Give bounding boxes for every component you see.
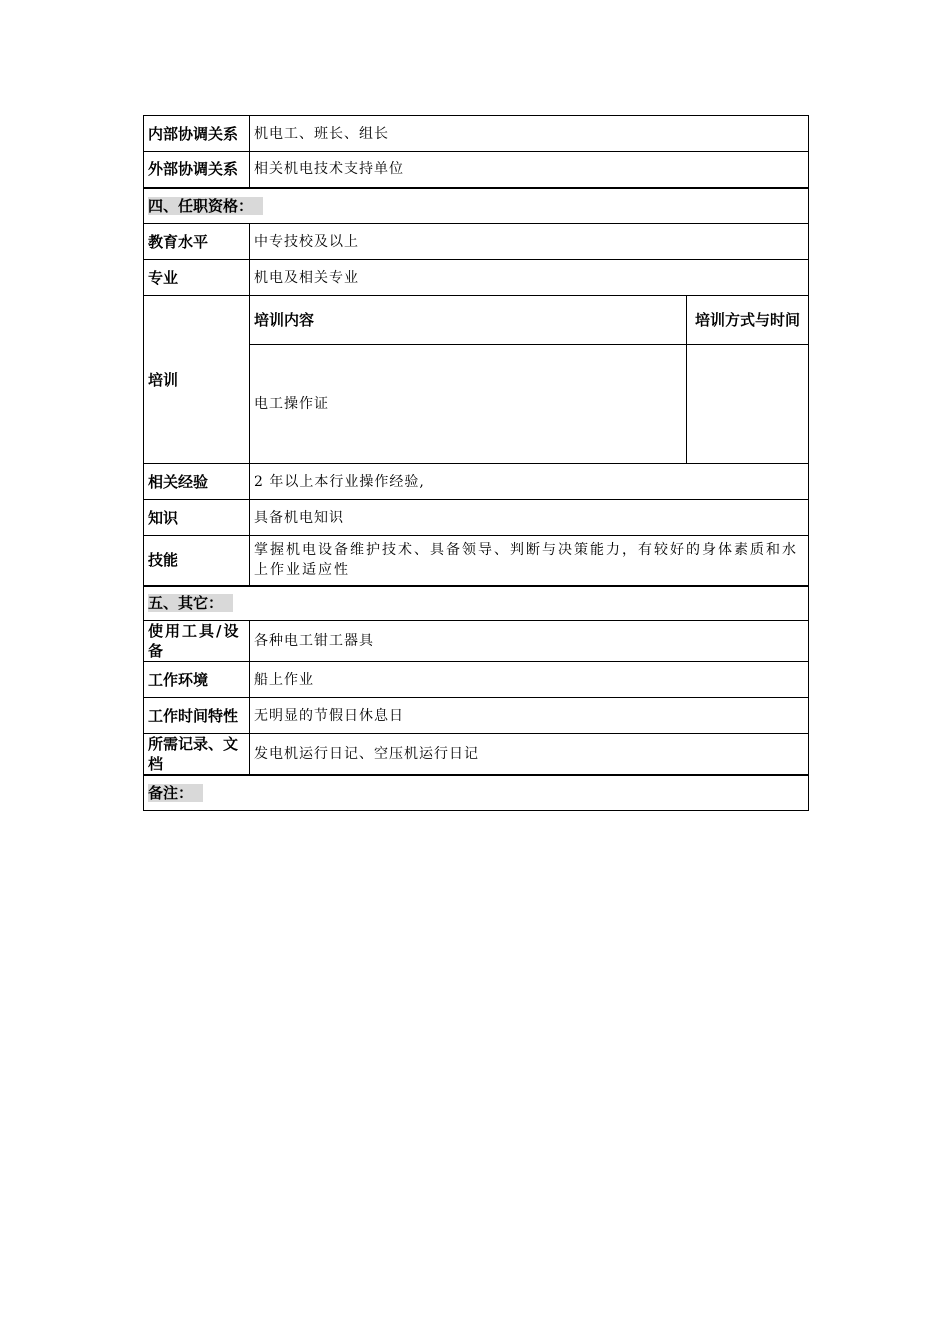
tools-label: 使用工具/设备	[144, 621, 250, 662]
tools-value: 各种电工钳工器具	[250, 621, 809, 662]
work-time-label: 工作时间特性	[144, 698, 250, 734]
work-time-row	[144, 698, 809, 734]
training-content-header: 培训内容	[250, 296, 687, 345]
qualifications-section-title-cell	[144, 188, 809, 224]
environment-label: 工作环境	[144, 662, 250, 698]
internal-coordination-value: 机电工、班长、组长	[250, 116, 809, 152]
notes-row	[144, 775, 809, 810]
external-coordination-label: 外部协调关系	[144, 152, 250, 188]
skills-row	[144, 536, 809, 586]
major-row	[144, 260, 809, 296]
internal-coordination-row	[144, 116, 809, 152]
experience-row	[144, 464, 809, 500]
training-method-header: 培训方式与时间	[687, 296, 809, 345]
experience-value: 2 年以上本行业操作经验,	[250, 464, 809, 500]
other-section-row	[144, 586, 809, 621]
qualifications-section-row	[144, 188, 809, 224]
training-method-value	[687, 345, 809, 464]
education-label: 教育水平	[144, 224, 250, 260]
records-row	[144, 734, 809, 776]
other-section-title-cell	[144, 586, 809, 621]
records-label: 所需记录、文档	[144, 734, 250, 776]
tools-row	[144, 621, 809, 662]
skills-label: 技能	[144, 536, 250, 586]
training-header-row	[144, 296, 809, 345]
major-value: 机电及相关专业	[250, 260, 809, 296]
experience-label: 相关经验	[144, 464, 250, 500]
job-description-table-container	[143, 115, 808, 811]
knowledge-label: 知识	[144, 500, 250, 536]
external-coordination-row	[144, 152, 809, 188]
environment-row	[144, 662, 809, 698]
education-value: 中专技校及以上	[250, 224, 809, 260]
skills-value: 掌握机电设备维护技术、具备领导、判断与决策能力，有较好的身体素质和水上作业适应性	[250, 536, 809, 586]
other-section-title: 五、其它：	[148, 594, 233, 612]
training-content-value: 电工操作证	[250, 345, 687, 464]
work-time-value: 无明显的节假日休息日	[250, 698, 809, 734]
education-row	[144, 224, 809, 260]
records-value: 发电机运行日记、空压机运行日记	[250, 734, 809, 776]
training-label: 培训	[144, 296, 250, 464]
qualifications-section-title: 四、任职资格：	[148, 197, 263, 215]
knowledge-row	[144, 500, 809, 536]
notes-cell	[144, 775, 809, 810]
internal-coordination-label: 内部协调关系	[144, 116, 250, 152]
job-description-table	[143, 115, 809, 811]
external-coordination-value: 相关机电技术支持单位	[250, 152, 809, 188]
major-label: 专业	[144, 260, 250, 296]
notes-label: 备注：	[148, 784, 203, 802]
knowledge-value: 具备机电知识	[250, 500, 809, 536]
environment-value: 船上作业	[250, 662, 809, 698]
